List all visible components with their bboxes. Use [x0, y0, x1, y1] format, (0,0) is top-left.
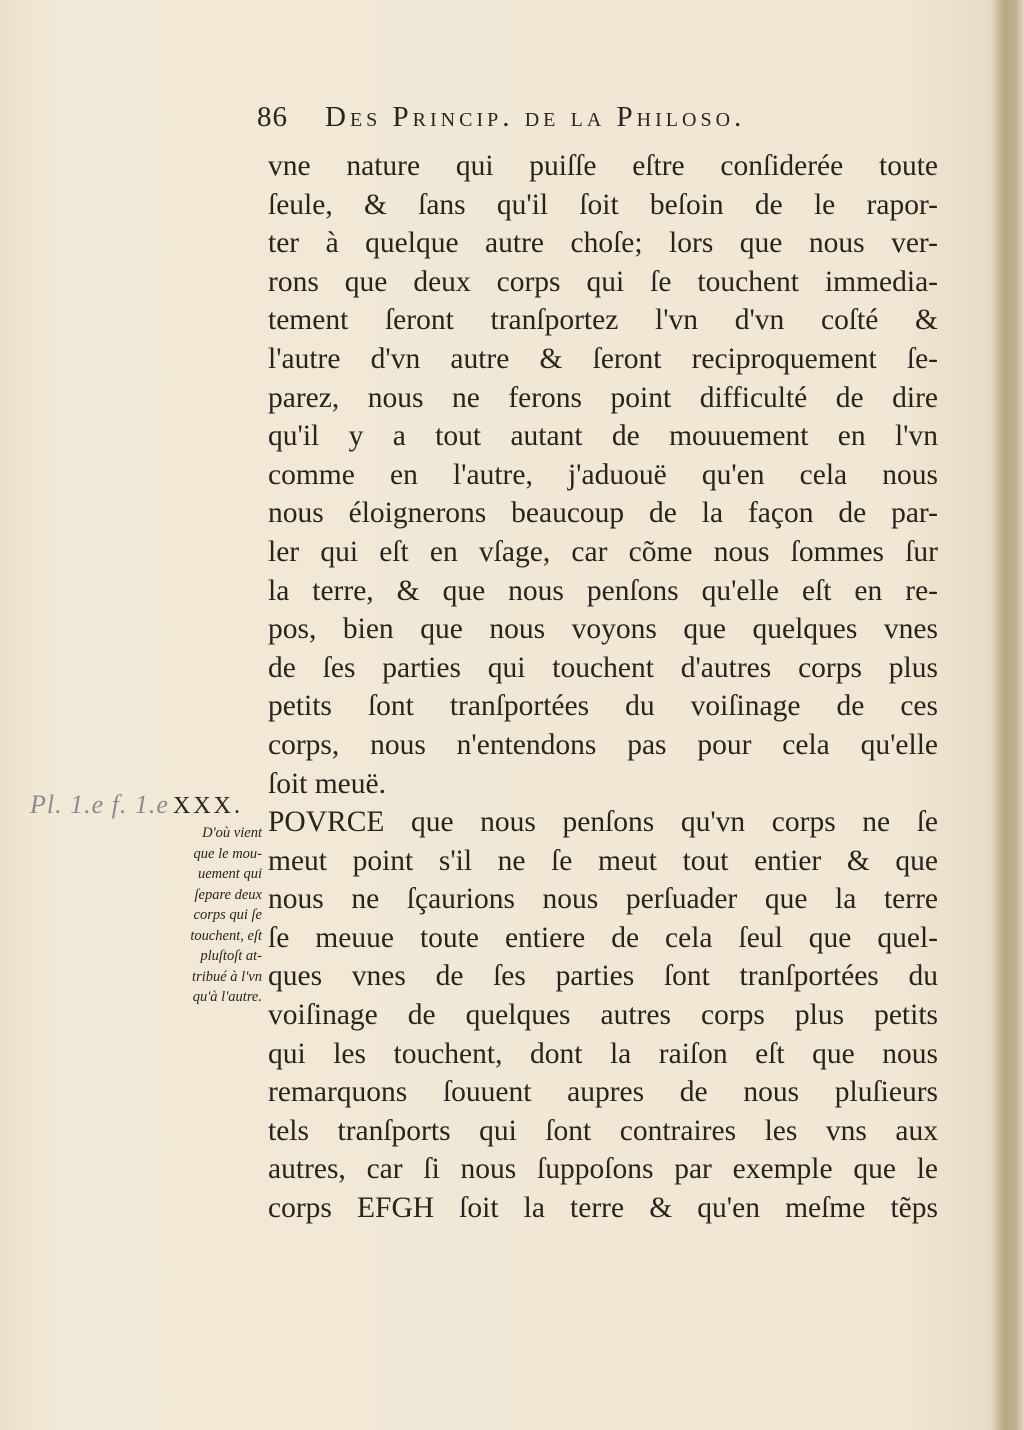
- text-line: rons que deux corps qui ſe touchent immedia-: [268, 265, 938, 298]
- marginal-note-line: D'où vient: [202, 825, 262, 841]
- text-line: comme en l'autre, j'aduouë qu'en cela nous: [268, 458, 938, 491]
- text-line: tement ſeront tranſportez l'vn d'vn coſté &: [268, 304, 938, 337]
- marginal-note-line: tribué à l'vn: [192, 968, 262, 985]
- text-line: remarquons ſouuent aupres de nous pluſieurs: [268, 1076, 938, 1109]
- text-line: parez, nous ne ferons point difficulté de dire: [268, 381, 938, 414]
- text-line: l'autre d'vn autre & ſeront reciproquement ſe-: [268, 342, 938, 375]
- text-line: ter à quelque autre choſe; lors que nous ver-: [268, 227, 938, 260]
- text-line: pos, bien que nous voyons que quelques vnes: [268, 613, 938, 646]
- marginal-note-line: qu'à l'autre.: [192, 989, 262, 1005]
- text-line: ques vnes de ſes parties ſont tranſportées du: [268, 960, 938, 993]
- text-line: de ſes parties qui touchent d'autres corps plus: [268, 651, 938, 684]
- marginal-note: [152, 823, 262, 1008]
- running-head: Des Princip. de la Philoso.: [325, 101, 746, 133]
- text-line: qu'il y a tout autant de mouuement en l'vn: [268, 420, 938, 453]
- text-line: ſeule, & ſans qu'il ſoit beſoin de le rapor-: [268, 188, 938, 221]
- marginal-note-line: ſepare deux: [194, 886, 262, 903]
- text-line: tels tranſports qui ſont contraires les vns aux: [268, 1114, 938, 1147]
- text-line: corps, nous n'entendons pas pour cela qu'elle: [268, 728, 938, 761]
- text-line: petits ſont tranſportées du voiſinage de ces: [268, 690, 938, 723]
- paragraph-start-line: POVRCE que nous penſons qu'vn corps ne ſe: [268, 806, 938, 839]
- marginal-note-line: uement qui: [197, 866, 262, 882]
- paragraph-end-line: ſoit meuë.: [268, 767, 386, 800]
- page-edge-shadow: [994, 0, 1024, 1430]
- text-line: ſe meuue toute entiere de cela ſeul que quel-: [268, 921, 938, 954]
- marginal-note-line: que le mou-: [193, 845, 262, 862]
- text-line: autres, car ſi nous ſuppoſons par exemple que le: [268, 1153, 938, 1186]
- text-line: ler qui eſt en vſage, car cõme nous ſommes ſur: [268, 535, 938, 568]
- text-line: la terre, & que nous penſons qu'elle eſt en re-: [268, 574, 938, 607]
- marginal-note-line: pluſtoſt at-: [200, 948, 262, 964]
- text-line: corps EFGH ſoit la terre & qu'en meſme tẽps: [268, 1192, 938, 1225]
- marginal-note-line: touchent, eſt: [190, 927, 262, 944]
- page-header: [257, 101, 897, 141]
- text-line: nous ne ſçaurions nous perſuader que la terre: [268, 883, 938, 916]
- section-number: XXX.: [173, 793, 243, 819]
- page-number: 86: [257, 101, 288, 133]
- text-line: nous éloignerons beaucoup de la façon de par-: [268, 497, 938, 530]
- text-line: meut point s'il ne ſe meut tout entier & que: [268, 844, 938, 877]
- body-text: [268, 147, 938, 1228]
- text-line: qui les touchent, dont la raiſon eſt que nous: [268, 1037, 938, 1070]
- text-line: voiſinage de quelques autres corps plus petits: [268, 999, 938, 1032]
- marginal-note-line: corps qui ſe: [193, 907, 262, 923]
- margin-plate-reference: Pl. 1.e f. 1.e: [30, 790, 169, 819]
- text-line: vne nature qui puiſſe eſtre conſiderée toute: [268, 150, 938, 182]
